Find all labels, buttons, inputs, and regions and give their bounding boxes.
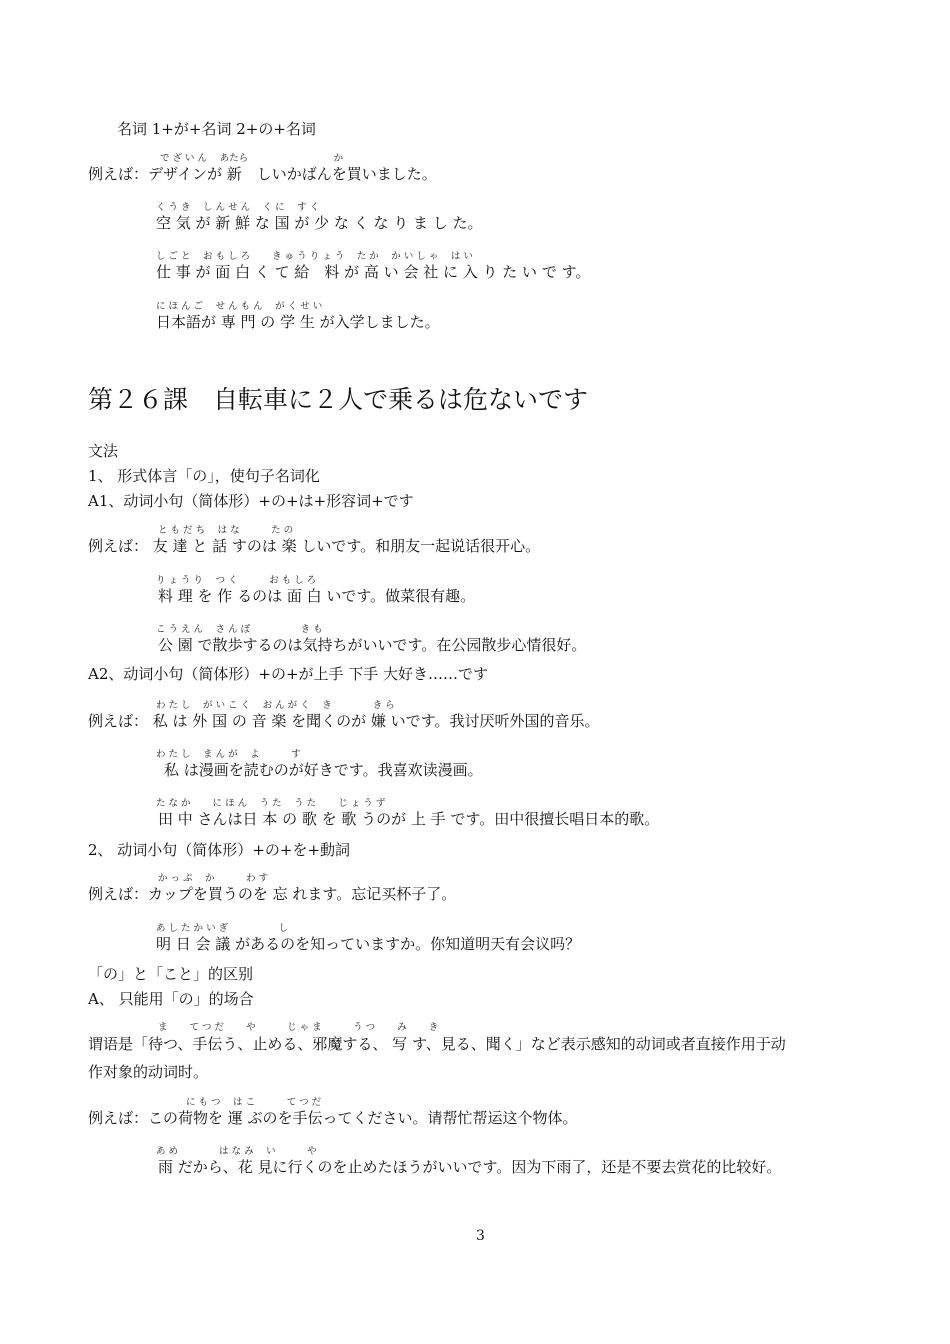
example-ruby: に も つ は こ て つ だ bbox=[186, 1097, 322, 1108]
page-number: 3 bbox=[476, 1228, 485, 1244]
example-ruby: あ し た か い ぎ し bbox=[156, 923, 289, 934]
example-sentence: 例えば：カップを買うのを 忘 れます。忘记买杯子了。 bbox=[88, 885, 457, 903]
example-ruby: こ う え ん さ ん ぽ き も bbox=[156, 624, 323, 635]
example-sentence: 明 日 会 議 があるのを知っていますか。你知道明天有会议吗？ bbox=[156, 935, 581, 953]
section-heading: 1、 形式体言「の」，使句子名词化 bbox=[88, 467, 320, 485]
example-sentence: 日本語が 専 門 の 学 生 が入学しました。 bbox=[156, 313, 440, 331]
example-ruby: く う き し ん せ ん く に す く bbox=[156, 202, 320, 213]
example-sentence: 仕 事 が 面 白 く て 給 料 が 高 い 会 社 に 入 り た い で す。 bbox=[156, 263, 591, 281]
example-sentence: 田 中 さんは日 本 の 歌 を 歌 うのが 上 手 です。田中很擅长唱日本的歌。 bbox=[158, 810, 660, 828]
example-ruby: ま て つ だ や じ ゃ ま う つ み き bbox=[158, 1022, 439, 1033]
section-heading: 「の」と「こと」的区别 bbox=[88, 965, 254, 983]
example-sentence: 例えば： 友 達 と 話 すのは 楽 しいです。和朋友一起说话很开心。 bbox=[88, 537, 541, 555]
example-sentence: 公 園 で散歩するのは気持ちがいいです。在公园散步心情很好。 bbox=[158, 636, 587, 654]
example-sentence: 私 は漫画を読むのが好きです。我喜欢读漫画。 bbox=[164, 761, 483, 779]
example-ruby: で ざ い ん あたら か bbox=[160, 153, 344, 164]
example-sentence: 空 気 が 新 鮮 な 国 が 少 な く な り ま し た。 bbox=[156, 214, 483, 232]
example-ruby: に ほ ん ご せ ん も ん が く せ い bbox=[156, 301, 323, 312]
example-sentence: 例えば： 私 は 外 国 の 音 楽 を聞くのが 嫌 いです。我讨厌听外国的音乐。 bbox=[88, 712, 600, 730]
rule-text: 谓语是「待つ、手伝う、止める、邪魔する、 写 す、見る、聞く」など表示感知的动词或者直接作用于动 bbox=[88, 1035, 786, 1053]
example-ruby: た な か に ほ ん う た う た じ ょ う ず bbox=[156, 798, 386, 809]
example-sentence: 雨 だから、花 見に行くのを止めたほうがいいです。因为下雨了，还是不要去赏花的比较好。 bbox=[158, 1158, 782, 1176]
example-ruby: わ た し が い こ く お ん が く き き ら bbox=[156, 700, 395, 711]
example-ruby: わ た し ま ん が よ す bbox=[156, 749, 301, 760]
example-ruby: と も だ ち は な た の bbox=[158, 525, 294, 536]
example-sentence: 例えば：この荷物を 運 ぶのを手伝ってください。请帮忙帮运这个物体。 bbox=[88, 1109, 578, 1127]
section-heading: 2、 动词小句（简体形）+の+を+動詞 bbox=[88, 841, 351, 859]
example-sentence: 料 理 を 作 るのは 面 白 いです。做菜很有趣。 bbox=[158, 587, 476, 605]
grammar-pattern: 名词 1+が+名词 2+の+名词 bbox=[117, 120, 316, 138]
example-sentence: 例えば：デザインが 新 しいかばんを買いました。 bbox=[88, 165, 437, 183]
subsection-heading: A2、动词小句（简体形）+の+が上手 下手 大好き……です bbox=[88, 665, 489, 683]
rule-text: 作对象的动词时。 bbox=[88, 1063, 209, 1081]
lesson-title: 第２６課 自転車に２人で乗るは危ないです bbox=[88, 385, 589, 414]
section-heading: 文法 bbox=[88, 442, 119, 460]
example-ruby: か っ ぷ か わ す bbox=[158, 873, 269, 884]
subsection-heading: A1、动词小句（简体形）+の+は+形容词+です bbox=[88, 492, 414, 510]
example-ruby: り ょ う り つ く お も し ろ bbox=[156, 575, 317, 586]
example-ruby: し ご と お も し ろ き ゅ う り ょ う た か か い し ゃ は い bbox=[156, 251, 473, 262]
subsection-heading: A、 只能用「の」的场合 bbox=[88, 990, 254, 1008]
example-ruby: あ め は な み い や bbox=[156, 1146, 317, 1157]
